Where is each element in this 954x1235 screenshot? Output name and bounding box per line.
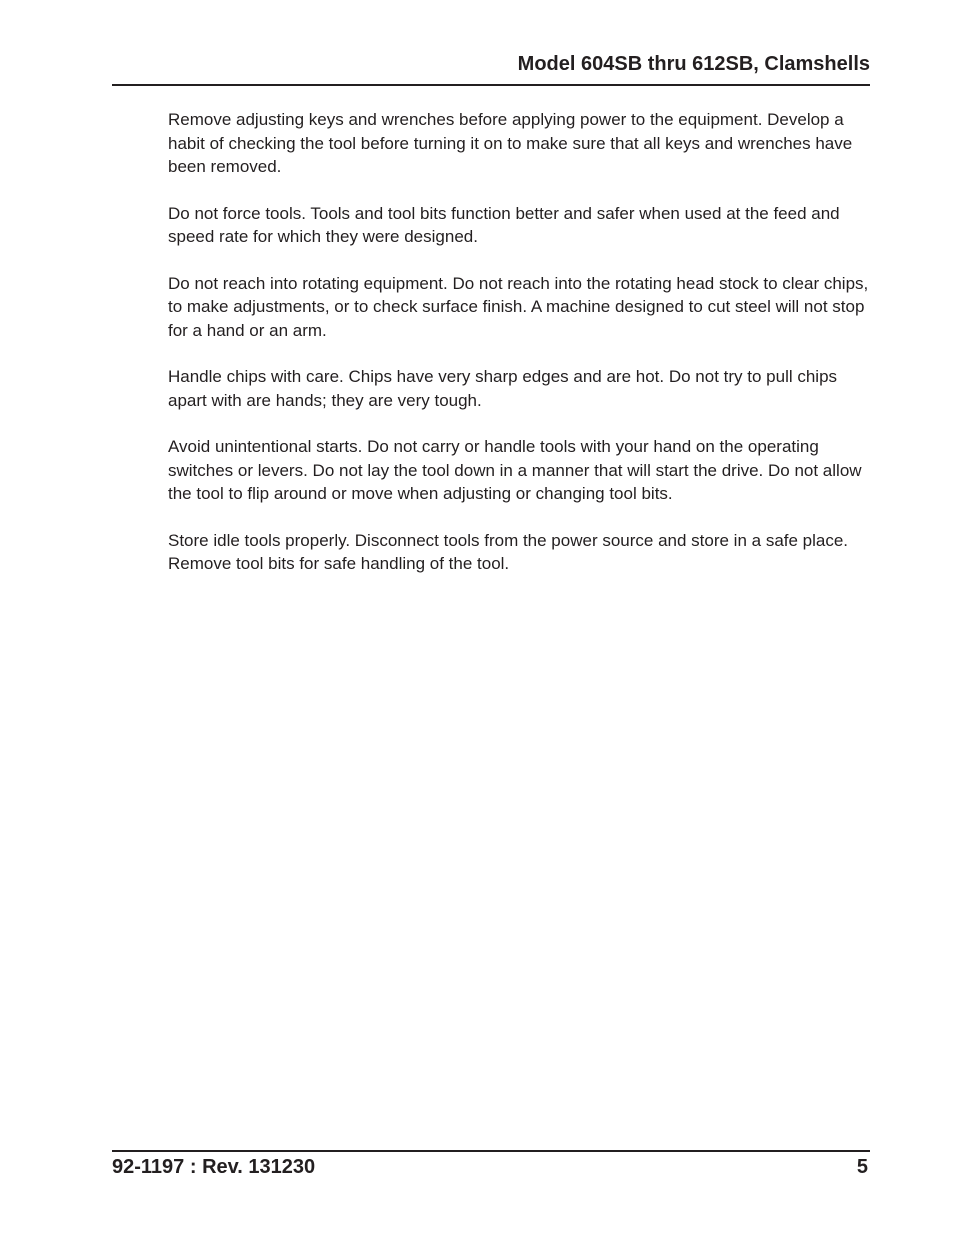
body-text bbox=[168, 108, 870, 599]
page-header bbox=[112, 50, 870, 86]
paragraph-handle-chips: Handle chips with care. Chips have very sharp edges and are hot. Do not try to pull chips apart with are hands; they are very tough. bbox=[168, 367, 838, 410]
paragraph-adjusting-keys: Remove adjusting keys and wrenches before applying power to the equipment. Develop a habit of checking the tool before turning it on to make sure that all keys and wrenches have been removed. bbox=[168, 110, 853, 176]
page-number: 5 bbox=[856, 1156, 868, 1178]
document-number: 92-1197 : Rev. 131230 bbox=[112, 1156, 316, 1178]
paragraph-rotating-equipment: Do not reach into rotating equipment. Do not reach into the rotating head stock to clear chips, to make adjustments, or to check surface finish. A machine designed to cut steel will not stop for a hand or an arm. bbox=[168, 273, 869, 340]
paragraph-force-tools: Do not force tools. Tools and tool bits function better and safer when used at the feed and speed rate for which they were designed. bbox=[168, 203, 840, 246]
paragraph-unintentional-starts: Avoid unintentional starts. Do not carry or handle tools with your hand on the operating switches or levers. Do not lay the tool down in a manner that will start the drive. Do not allow the tool to flip around or move when adjusting or changing tool bits. bbox=[168, 437, 862, 503]
header-title: Model 604SB thru 612SB, Clamshells bbox=[517, 53, 870, 75]
paragraph-store-tools: Store idle tools properly. Disconnect tools from the power source and store in a safe place. Remove tool bits for safe handling of the tool. bbox=[168, 530, 849, 573]
page-footer bbox=[112, 1150, 870, 1186]
